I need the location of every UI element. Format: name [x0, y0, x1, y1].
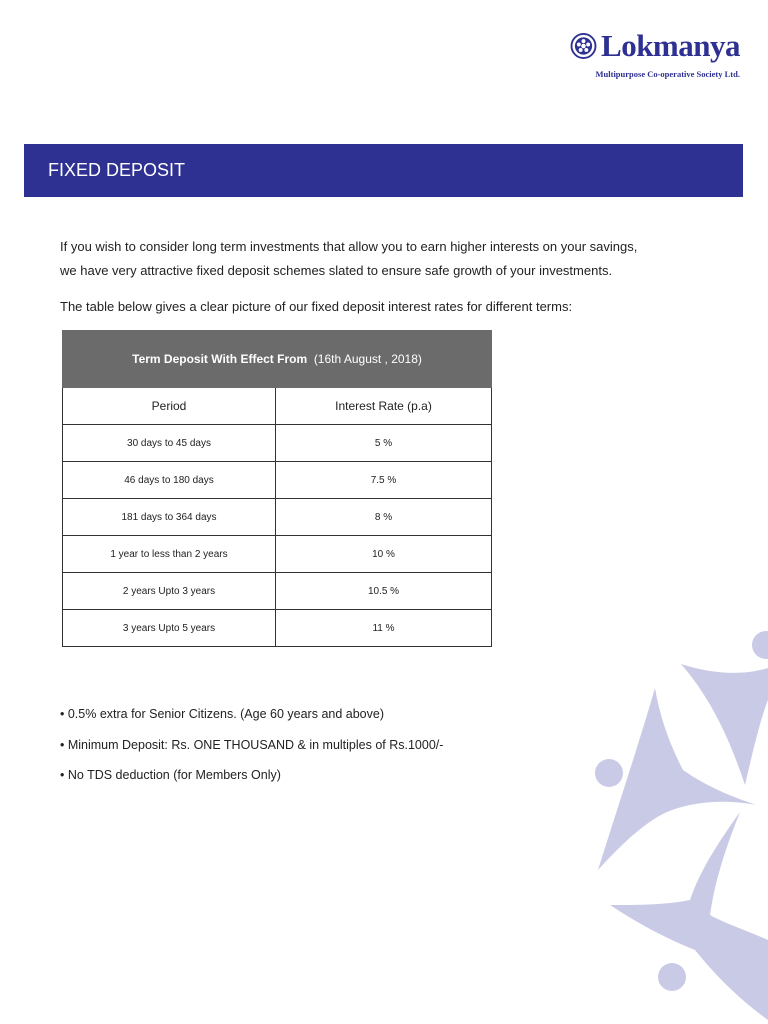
column-header-period: Period	[63, 388, 276, 425]
rate-cell: 8 %	[276, 499, 492, 536]
table-header-row	[63, 388, 492, 425]
table-row	[63, 536, 492, 573]
interest-rate-table	[62, 330, 492, 647]
period-cell: 181 days to 364 days	[63, 499, 276, 536]
period-cell: 3 years Upto 5 years	[63, 610, 276, 647]
table-row	[63, 610, 492, 647]
table-row	[63, 425, 492, 462]
table-row	[63, 462, 492, 499]
period-cell: 46 days to 180 days	[63, 462, 276, 499]
note-minimum-deposit: • Minimum Deposit: Rs. ONE THOUSAND & in multiples of Rs.1000/-	[60, 737, 444, 752]
rate-cell: 10 %	[276, 536, 492, 573]
notes-list	[60, 706, 443, 798]
rate-cell: 11 %	[276, 610, 492, 647]
intro-paragraph	[60, 235, 700, 283]
table-caption	[63, 331, 492, 388]
column-header-rate: Interest Rate (p.a)	[276, 388, 492, 425]
page-title: FIXED DEPOSIT	[48, 160, 186, 180]
table-row	[63, 573, 492, 610]
rate-cell: 7.5 %	[276, 462, 492, 499]
rate-cell: 5 %	[276, 425, 492, 462]
intro-line-1: If you wish to consider long term investments that allow you to earn higher interests on your savings,	[60, 239, 638, 254]
lokmanya-emblem-icon	[570, 28, 597, 64]
caption-title: Term Deposit With Effect From	[132, 352, 308, 366]
section-banner	[24, 144, 743, 197]
brand-name: Lokmanya	[601, 28, 740, 63]
rate-cell: 10.5 %	[276, 573, 492, 610]
note-senior-citizens: • 0.5% extra for Senior Citizens. (Age 60 years and above)	[60, 707, 384, 721]
period-cell: 2 years Upto 3 years	[63, 573, 276, 610]
brand-tagline: Multipurpose Co-operative Society Ltd.	[595, 69, 740, 79]
period-cell: 30 days to 45 days	[63, 425, 276, 462]
table-intro: The table below gives a clear picture of our fixed deposit interest rates for different terms:	[60, 299, 573, 314]
period-cell: 1 year to less than 2 years	[63, 536, 276, 573]
note-tds: • No TDS deduction (for Members Only)	[60, 768, 281, 782]
caption-date: (16th August , 2018)	[313, 352, 422, 366]
table-row	[63, 499, 492, 536]
table-caption-row	[63, 331, 492, 388]
brand-logo	[570, 28, 740, 90]
intro-line-2: we have very attractive fixed deposit schemes slated to ensure safe growth of your investments.	[60, 263, 613, 278]
decorative-figures-graphic	[580, 620, 768, 1024]
